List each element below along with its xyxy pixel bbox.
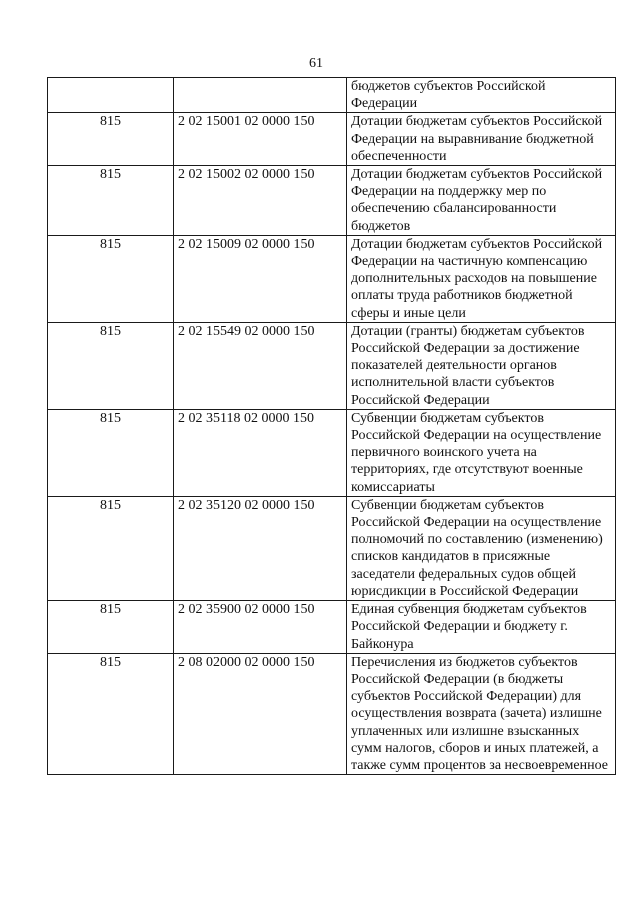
budget-code-cell xyxy=(174,78,347,113)
description-cell: Единая субвенция бюджетам субъектов Российской Федерации и бюджету г. Байконура xyxy=(347,601,616,654)
table-row xyxy=(48,496,616,600)
table-row xyxy=(48,322,616,409)
budget-code-cell: 2 02 35120 02 0000 150 xyxy=(174,496,347,600)
table-row xyxy=(48,166,616,236)
description-cell: Субвенции бюджетам субъектов Российской Федерации на осуществление первичного воинского учета на территориях, где отсутствуют военные комиссариаты xyxy=(347,409,616,496)
table-row xyxy=(48,409,616,496)
budget-code-cell: 2 02 35118 02 0000 150 xyxy=(174,409,347,496)
page-number: 61 xyxy=(309,56,323,71)
description-cell: Субвенции бюджетам субъектов Российской Федерации на осуществление полномочий по составлению (изменению) списков кандидатов в присяжные заседатели федеральных судов общей юрисдикции в Российской Федерации xyxy=(347,496,616,600)
admin-code-cell: 815 xyxy=(48,409,174,496)
budget-code-cell: 2 02 15002 02 0000 150 xyxy=(174,166,347,236)
budget-code-cell: 2 08 02000 02 0000 150 xyxy=(174,653,347,774)
table-row xyxy=(48,235,616,322)
description-cell: Перечисления из бюджетов субъектов Российской Федерации (в бюджеты субъектов Российской Федерации) для осуществления возврата (зачета) излишне уплаченных или излишне взысканных сумм налогов, сборов и иных платежей, а также сумм процентов за несвоевременное xyxy=(347,653,616,774)
description-cell: Дотации бюджетам субъектов Российской Федерации на поддержку мер по обеспечению сбалансированности бюджетов xyxy=(347,166,616,236)
table-row xyxy=(48,78,616,113)
budget-code-cell: 2 02 15009 02 0000 150 xyxy=(174,235,347,322)
admin-code-cell: 815 xyxy=(48,235,174,322)
admin-code-cell: 815 xyxy=(48,166,174,236)
admin-code-cell xyxy=(48,78,174,113)
description-cell: Дотации бюджетам субъектов Российской Федерации на частичную компенсацию дополнительных расходов на повышение оплаты труда работников бюджетной сферы и иные цели xyxy=(347,235,616,322)
description-cell: Дотации (гранты) бюджетам субъектов Российской Федерации за достижение показателей деятельности органов исполнительной власти субъектов Российской Федерации xyxy=(347,322,616,409)
admin-code-cell: 815 xyxy=(48,496,174,600)
description-cell: бюджетов субъектов Российской Федерации xyxy=(347,78,616,113)
table-row xyxy=(48,601,616,654)
table-row xyxy=(48,653,616,774)
budget-code-cell: 2 02 35900 02 0000 150 xyxy=(174,601,347,654)
admin-code-cell: 815 xyxy=(48,601,174,654)
budget-code-cell: 2 02 15549 02 0000 150 xyxy=(174,322,347,409)
budget-codes-table xyxy=(47,77,616,775)
admin-code-cell: 815 xyxy=(48,322,174,409)
admin-code-cell: 815 xyxy=(48,113,174,166)
table-row xyxy=(48,113,616,166)
budget-code-cell: 2 02 15001 02 0000 150 xyxy=(174,113,347,166)
admin-code-cell: 815 xyxy=(48,653,174,774)
description-cell: Дотации бюджетам субъектов Российской Федерации на выравнивание бюджетной обеспеченности xyxy=(347,113,616,166)
